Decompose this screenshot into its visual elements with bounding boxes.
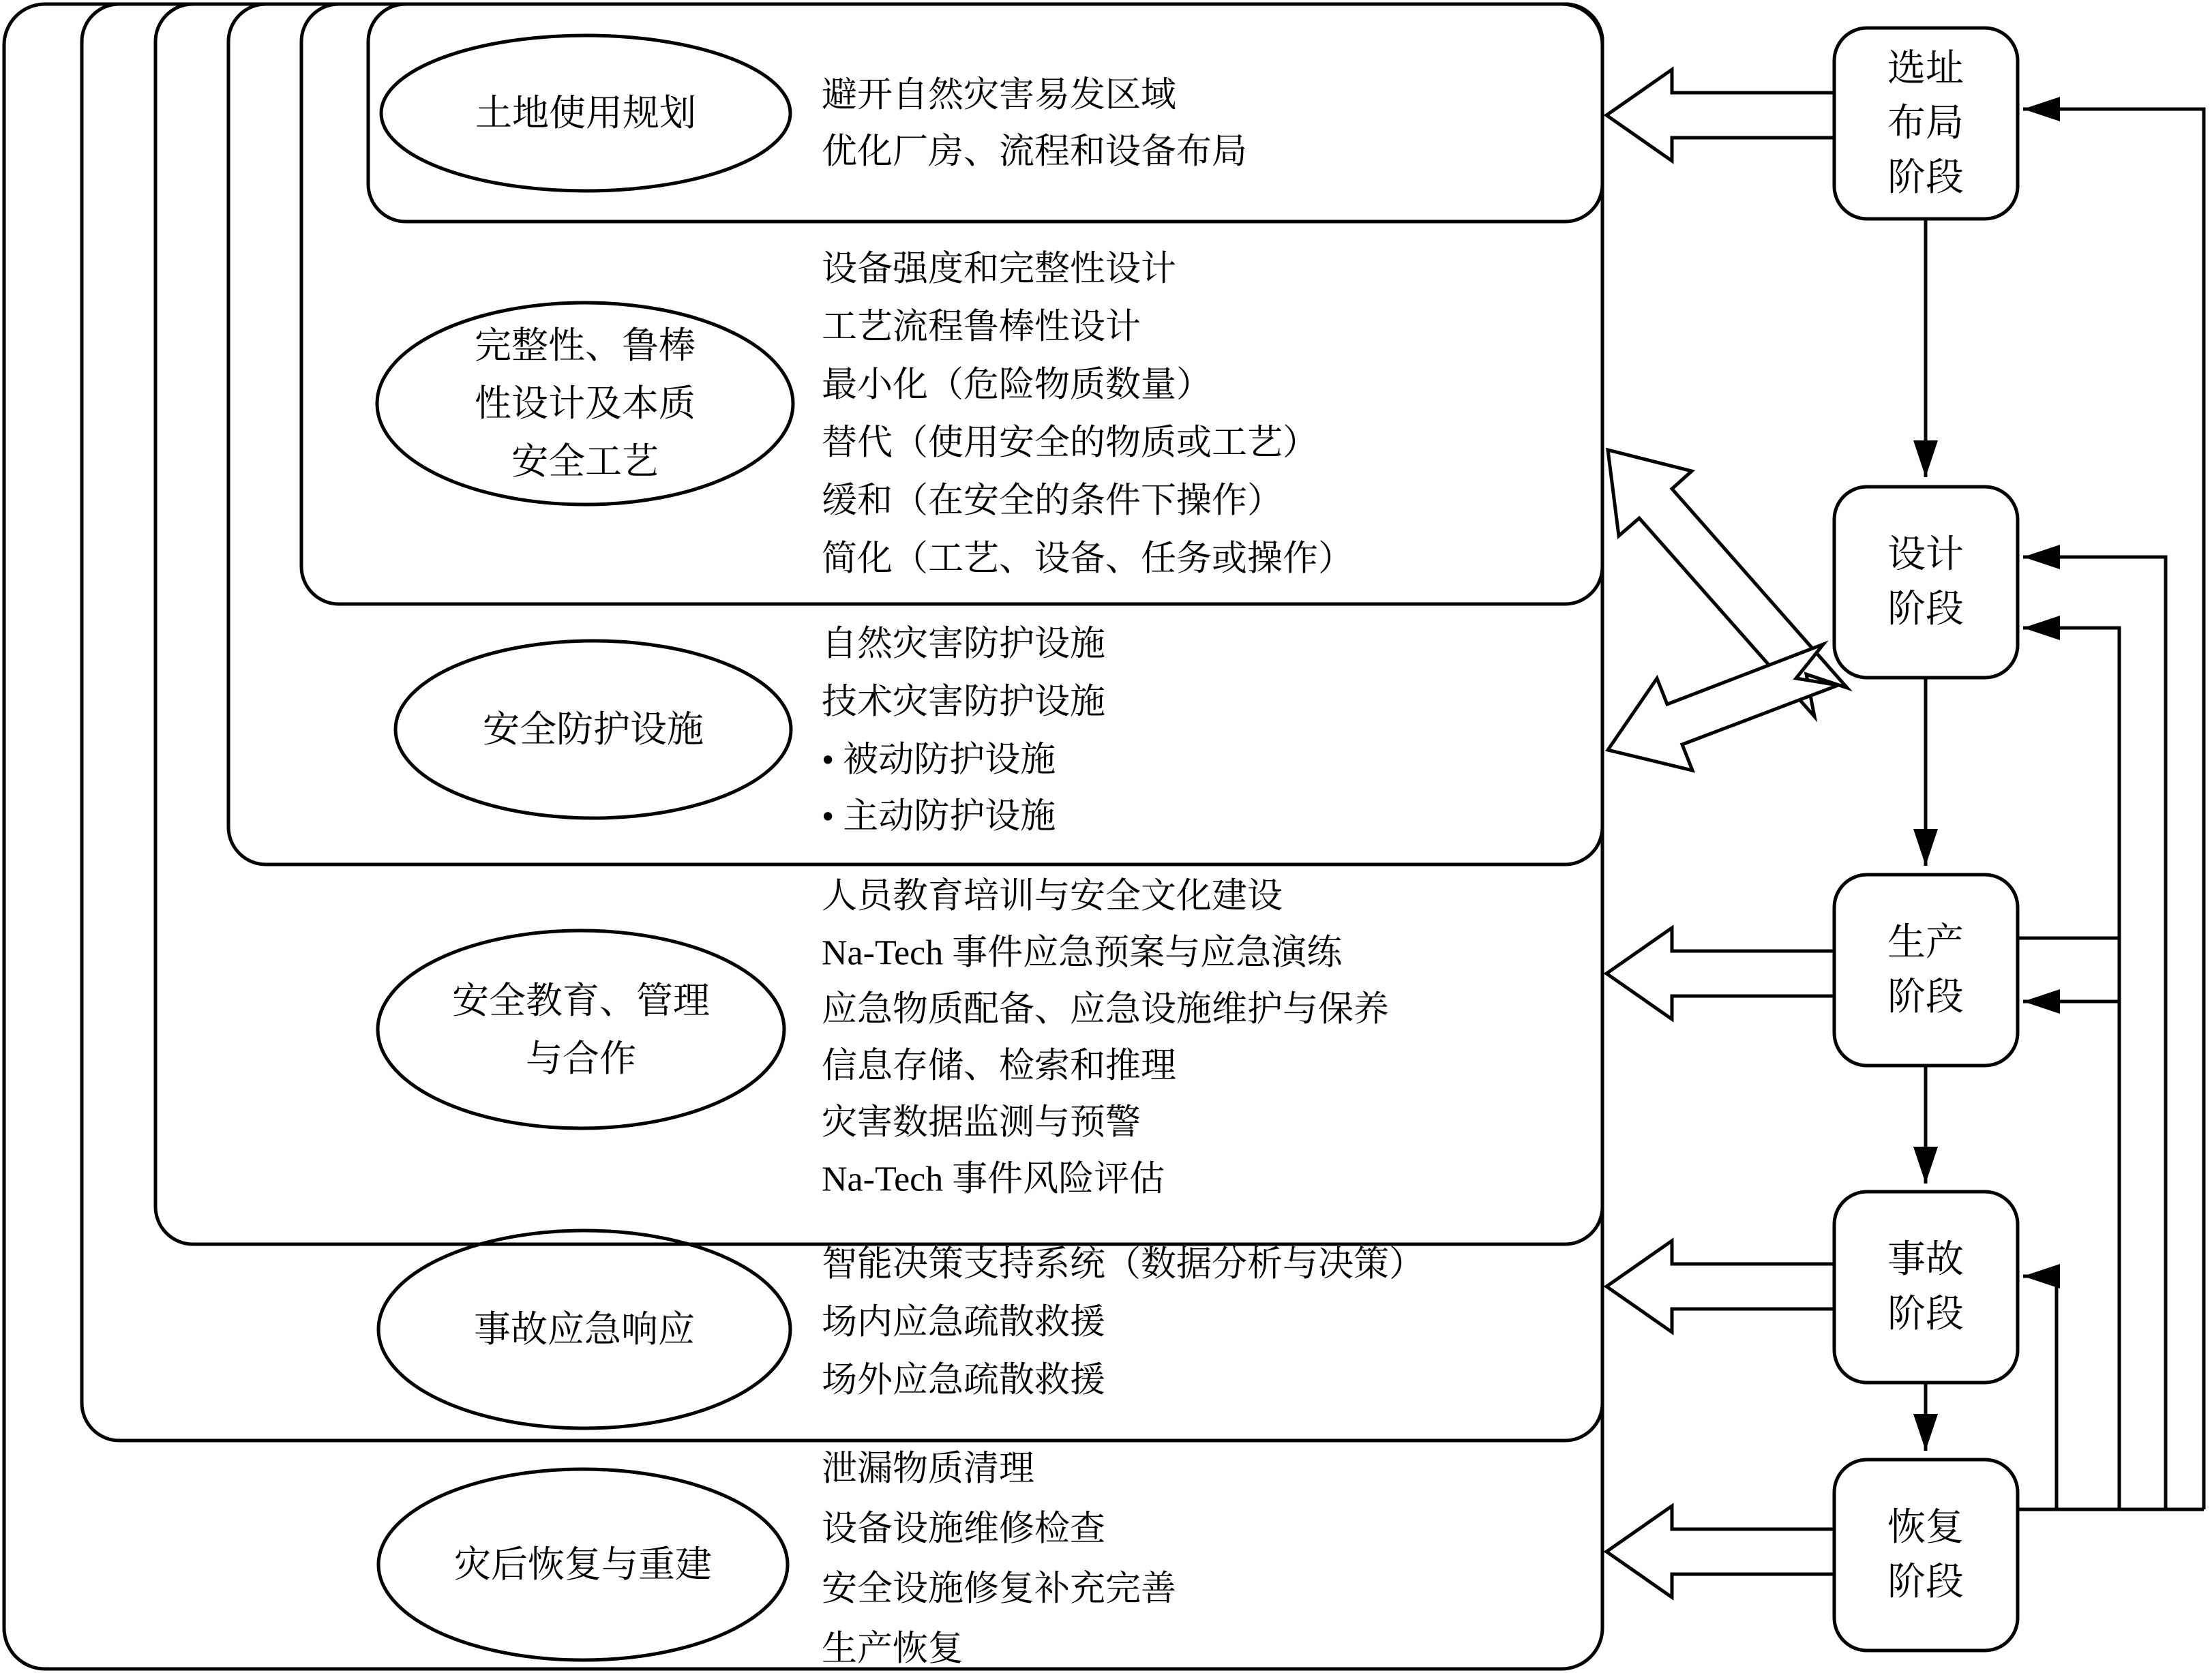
stage-label: 事故 xyxy=(1887,1239,1964,1281)
stage-rect xyxy=(1834,875,2018,1066)
section-protection xyxy=(395,625,1105,836)
measure-item: 灾害数据监测与预警 xyxy=(822,1103,1141,1143)
measure-item: 生产恢复 xyxy=(822,1629,964,1669)
ellipse-recovery-label: 灾后恢复与重建 xyxy=(454,1544,712,1585)
measure-item: Na-Tech 事件风险评估 xyxy=(822,1160,1165,1199)
measure-item: 信息存储、检索和推理 xyxy=(822,1046,1177,1086)
nested-rect-recovery xyxy=(4,4,1602,1669)
section-land-use xyxy=(381,35,1247,191)
stage-label: 阶段 xyxy=(1887,1561,1964,1603)
measure-item: 替代（使用安全的物质或工艺） xyxy=(822,423,1319,463)
ellipse-inherent-safety-label: 安全工艺 xyxy=(511,441,659,482)
feedback-recovery-to-accident xyxy=(2023,1276,2057,1509)
stage-box-site-selection xyxy=(1834,28,2018,219)
feedback-recovery-to-design xyxy=(2023,557,2166,1509)
stage-box-accident xyxy=(1834,1192,2018,1383)
feedback-line-to-design-lower xyxy=(2023,628,2119,1509)
stage-rect xyxy=(1834,1460,2018,1651)
block-arrow-accident xyxy=(1606,1241,1834,1332)
measure-item: • 主动防护设施 xyxy=(822,797,1056,836)
ellipse-education xyxy=(378,931,784,1128)
measure-item: 简化（工艺、设备、任务或操作） xyxy=(822,539,1354,579)
ellipse-inherent-safety-label: 性设计及本质 xyxy=(475,383,696,424)
stage-rect xyxy=(1834,487,2018,678)
stage-label: 阶段 xyxy=(1887,1293,1964,1336)
ellipse-inherent-safety-label: 完整性、鲁棒 xyxy=(475,325,696,366)
measure-item: 最小化（危险物质数量） xyxy=(822,365,1212,405)
measure-item: 人员教育培训与安全文化建设 xyxy=(822,877,1283,916)
measure-item: 安全设施修复补充完善 xyxy=(822,1569,1177,1609)
section-inherent-safety xyxy=(377,250,1354,579)
stage-label: 阶段 xyxy=(1887,976,1964,1019)
measure-item: 设备设施维修检查 xyxy=(822,1509,1106,1549)
measure-item: 智能决策支持系统（数据分析与决策） xyxy=(822,1245,1425,1284)
stage-label: 恢复 xyxy=(1887,1507,1964,1549)
measure-item: 工艺流程鲁棒性设计 xyxy=(822,307,1141,347)
measure-item: Na-Tech 事件应急预案与应急演练 xyxy=(822,933,1343,973)
ellipse-protection-label: 安全防护设施 xyxy=(483,709,704,750)
feedback-recovery-to-site-selection xyxy=(2023,109,2204,1509)
stage-box-recovery xyxy=(1834,1460,2018,1651)
measure-item: 场内应急疏散救援 xyxy=(822,1303,1106,1342)
stage-label: 设计 xyxy=(1887,534,1964,576)
section-emergency xyxy=(378,1231,1424,1428)
measure-item: • 被动防护设施 xyxy=(822,740,1056,780)
stage-box-design xyxy=(1834,487,2018,678)
measure-item: 避开自然灾害易发区域 xyxy=(822,76,1177,115)
measure-item: 泄漏物质清理 xyxy=(822,1449,1035,1489)
ellipse-education-label: 与合作 xyxy=(526,1038,636,1079)
section-recovery xyxy=(378,1450,1176,1669)
block-arrow-design-lower xyxy=(1608,644,1838,770)
block-arrow-production xyxy=(1606,928,1834,1019)
stage-box-production xyxy=(1834,875,2018,1066)
measure-item: 技术灾害防护设施 xyxy=(822,682,1106,722)
measure-item: 自然灾害防护设施 xyxy=(822,624,1106,664)
measure-item: 应急物质配备、应急设施维护与保养 xyxy=(822,990,1390,1029)
ellipse-education-label: 安全教育、管理 xyxy=(452,980,710,1021)
section-education xyxy=(378,877,1389,1199)
block-arrow-recovery xyxy=(1606,1506,1834,1597)
measure-item: 场外应急疏散救援 xyxy=(822,1361,1106,1400)
measure-item: 优化厂房、流程和设备布局 xyxy=(822,132,1248,172)
ellipse-land-use-label: 土地使用规划 xyxy=(475,93,696,134)
stage-label: 阶段 xyxy=(1887,588,1964,631)
block-arrow-design-upper xyxy=(1608,450,1847,717)
ellipse-emergency-label: 事故应急响应 xyxy=(474,1309,695,1350)
stage-label: 阶段 xyxy=(1887,157,1964,199)
measure-item: 缓和（在安全的条件下操作） xyxy=(822,481,1283,521)
stage-rect xyxy=(1834,1192,2018,1383)
stage-label: 选址 xyxy=(1887,48,1964,90)
nested-rect-emergency xyxy=(82,4,1602,1441)
block-arrow-site-selection xyxy=(1606,70,1834,161)
stage-label: 生产 xyxy=(1887,922,1964,964)
stage-label: 布局 xyxy=(1887,102,1964,145)
measure-item: 设备强度和完整性设计 xyxy=(822,250,1177,289)
